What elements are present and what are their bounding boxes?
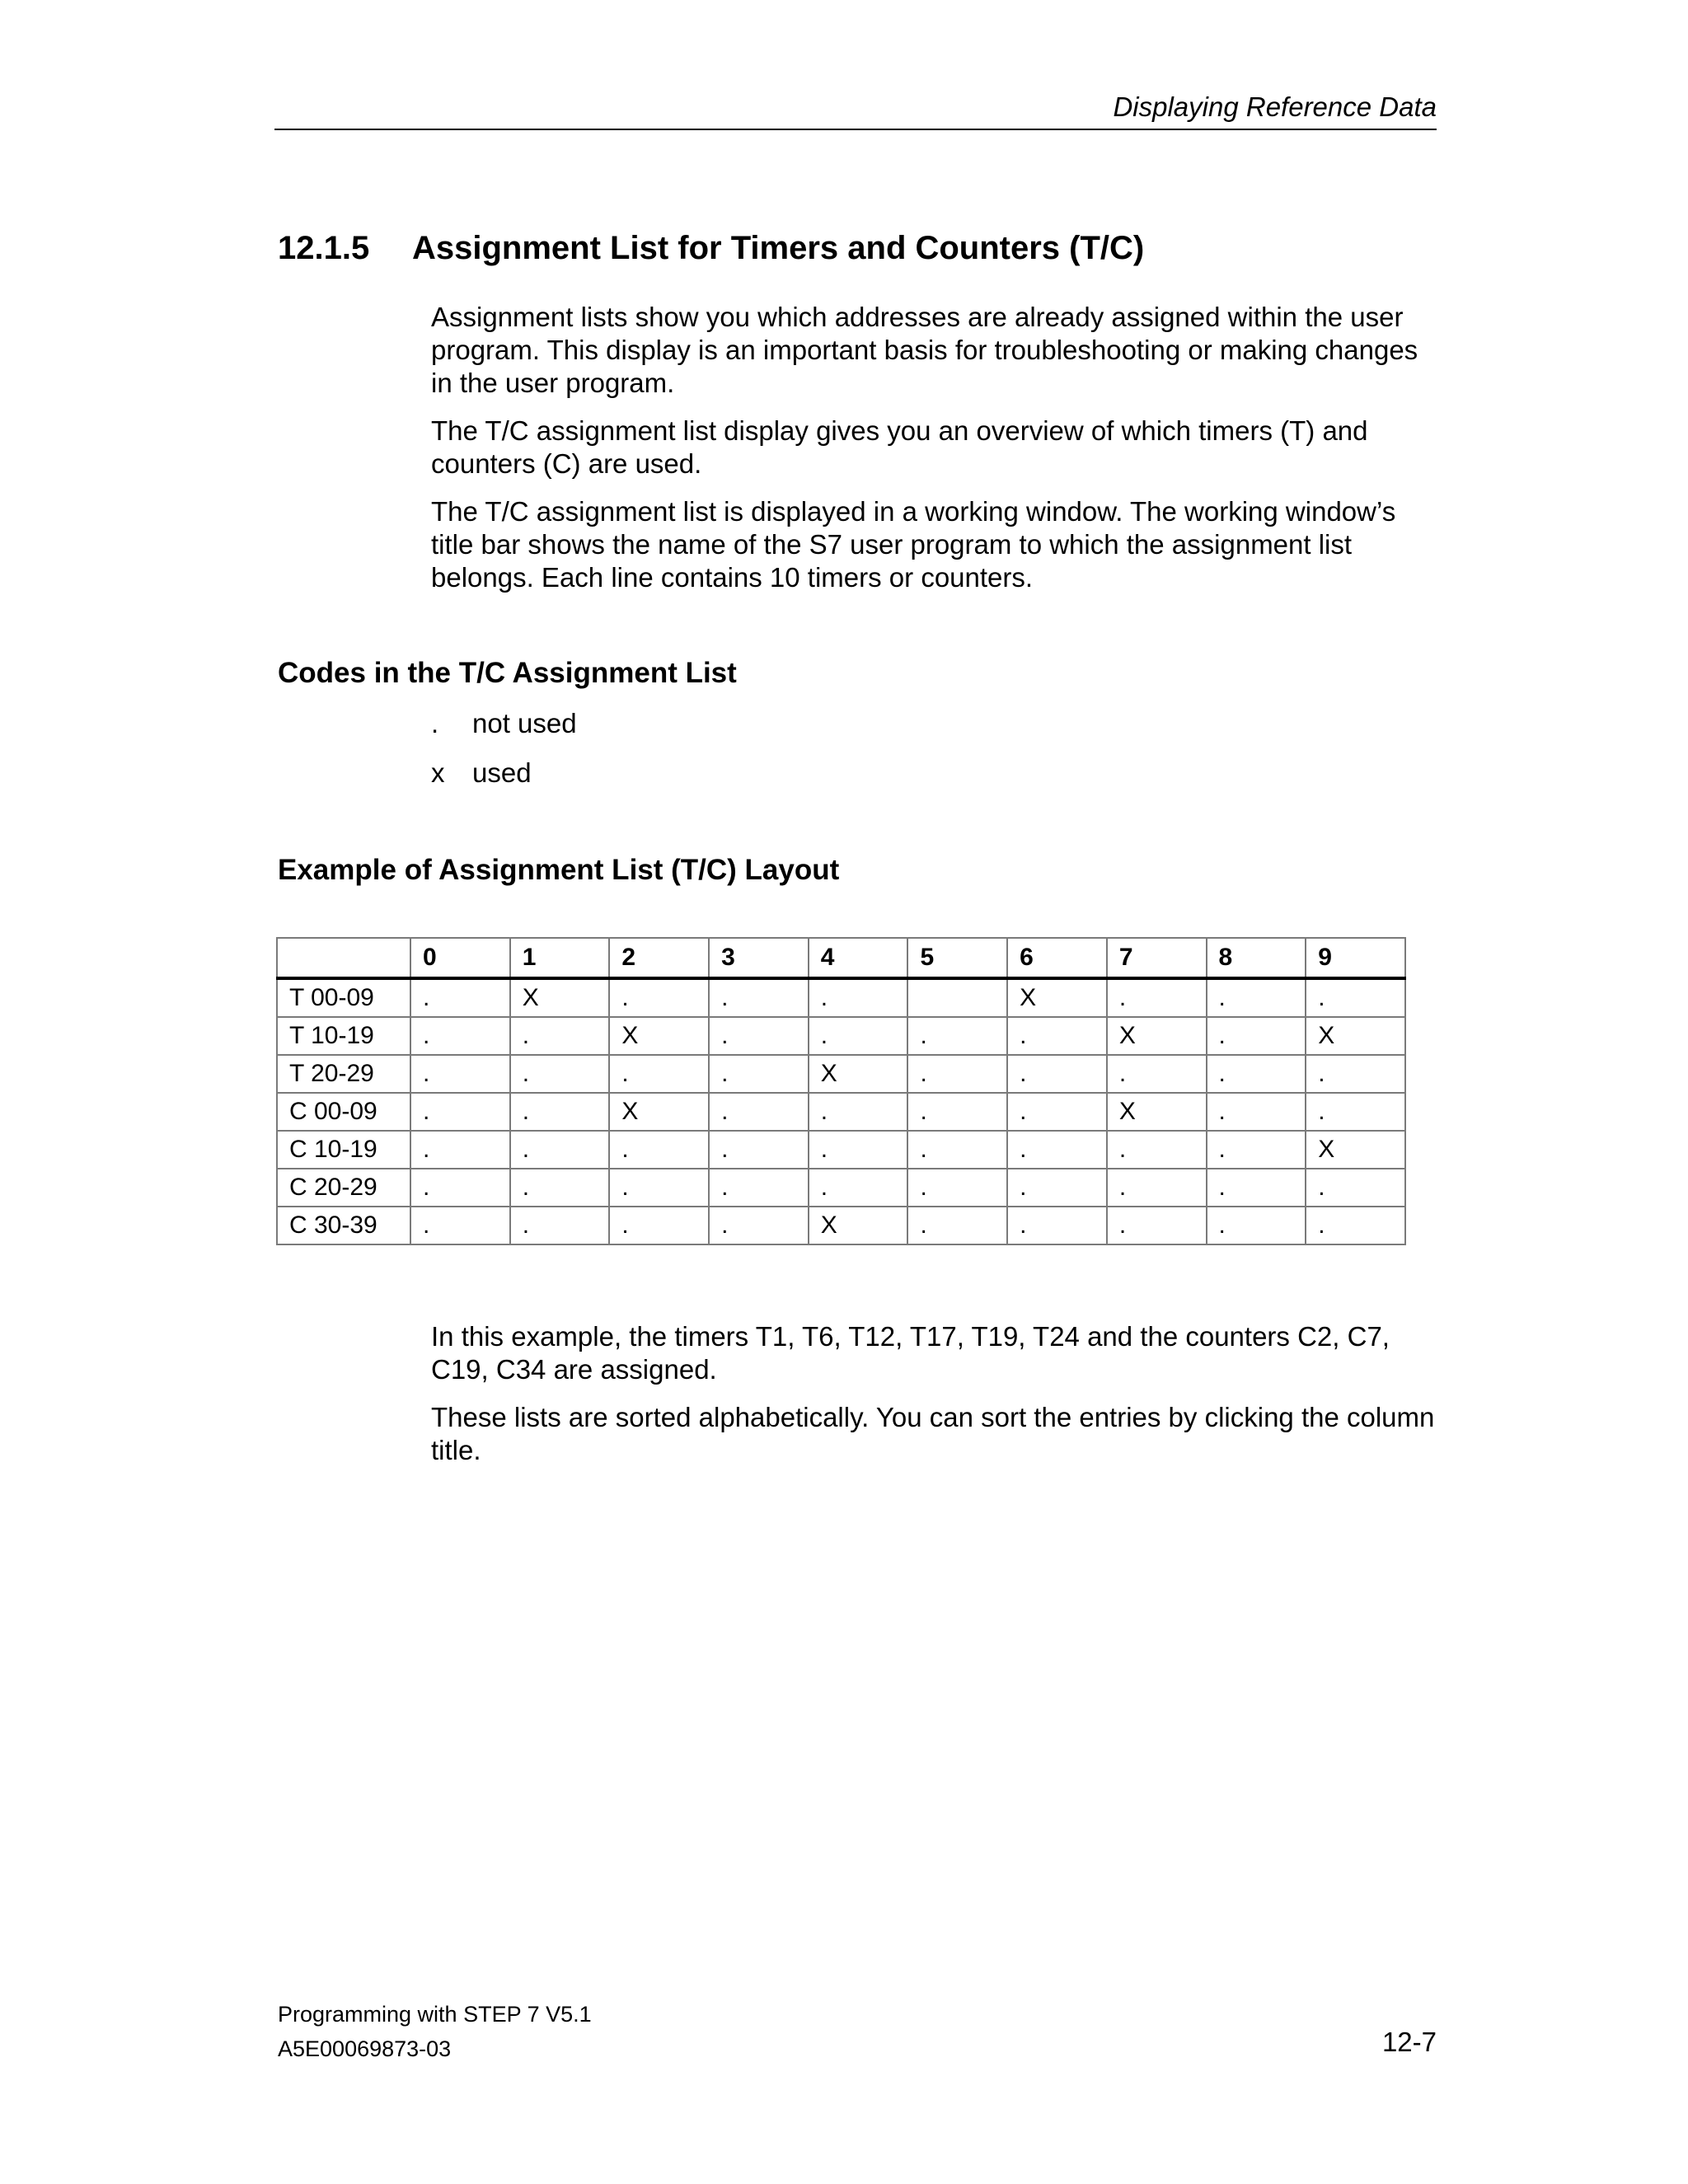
- code-symbol: .: [431, 708, 439, 738]
- assignment-cell: X: [809, 1055, 908, 1093]
- table-row: [277, 1131, 1405, 1169]
- assignment-cell: .: [907, 1093, 1007, 1131]
- closing-text: [431, 1320, 1437, 1482]
- assignment-cell: .: [609, 1207, 709, 1244]
- assignment-cell: .: [809, 1169, 908, 1207]
- assignment-cell: .: [609, 978, 709, 1017]
- assignment-cell: X: [609, 1093, 709, 1131]
- assignment-cell: .: [907, 1055, 1007, 1093]
- table-row: [277, 1207, 1405, 1244]
- footer-left: [278, 1997, 592, 2066]
- column-header[interactable]: 3: [709, 938, 809, 978]
- manual-title: Programming with STEP 7 V5.1: [278, 2002, 592, 2027]
- assignment-cell: .: [1107, 1207, 1207, 1244]
- assignment-cell: X: [510, 978, 610, 1017]
- intro-paragraph: The T/C assignment list display gives you an overview of which timers (T) and counters (C) are used.: [431, 415, 1368, 479]
- assignment-cell: .: [809, 1017, 908, 1055]
- column-header[interactable]: 8: [1207, 938, 1306, 978]
- assignment-cell: .: [809, 978, 908, 1017]
- assignment-cell: .: [1306, 1207, 1405, 1244]
- assignment-cell: .: [1007, 1017, 1107, 1055]
- assignment-cell: .: [1306, 1169, 1405, 1207]
- code-item: [431, 707, 577, 757]
- assignment-cell: .: [1207, 1055, 1306, 1093]
- assignment-cell: .: [510, 1055, 610, 1093]
- assignment-cell: .: [410, 1131, 510, 1169]
- assignment-cell: .: [1306, 1055, 1405, 1093]
- assignment-cell: .: [709, 1017, 809, 1055]
- column-header[interactable]: 9: [1306, 938, 1405, 978]
- assignment-cell: .: [709, 1169, 809, 1207]
- assignment-cell: .: [907, 1169, 1007, 1207]
- assignment-cell: X: [1007, 978, 1107, 1017]
- assignment-cell: .: [510, 1207, 610, 1244]
- assignment-cell: .: [510, 1131, 610, 1169]
- intro-paragraph: Assignment lists show you which addresses are already assigned within the user program. This display is an important basis for troubleshooting or making changes in the user program.: [431, 302, 1418, 398]
- assignment-table: [276, 937, 1406, 1245]
- assignment-cell: .: [709, 1055, 809, 1093]
- codes-heading: Codes in the T/C Assignment List: [278, 657, 737, 689]
- assignment-cell: .: [410, 1169, 510, 1207]
- code-list: [431, 707, 577, 806]
- closing-paragraph: These lists are sorted alphabetically. You can sort the entries by clicking the column title.: [431, 1402, 1435, 1465]
- column-header[interactable]: 2: [609, 938, 709, 978]
- assignment-cell: .: [907, 1017, 1007, 1055]
- assignment-cell: .: [1007, 1093, 1107, 1131]
- assignment-cell: .: [709, 978, 809, 1017]
- assignment-cell: .: [709, 1131, 809, 1169]
- row-label-cell: C 20-29: [277, 1169, 410, 1207]
- assignment-cell: .: [410, 1207, 510, 1244]
- assignment-cell: .: [1007, 1131, 1107, 1169]
- assignment-cell: .: [609, 1055, 709, 1093]
- column-header[interactable]: 6: [1007, 938, 1107, 978]
- assignment-cell: .: [410, 1093, 510, 1131]
- assignment-cell: .: [1007, 1055, 1107, 1093]
- page-number: 12-7: [1381, 2027, 1437, 2057]
- assignment-cell: .: [410, 978, 510, 1017]
- table-row: [277, 1017, 1405, 1055]
- column-header[interactable]: 7: [1107, 938, 1207, 978]
- row-label-cell: C 10-19: [277, 1131, 410, 1169]
- running-header: Displaying Reference Data: [274, 91, 1437, 130]
- assignment-cell: .: [709, 1093, 809, 1131]
- intro-text: [431, 301, 1437, 609]
- assignment-cell: .: [1107, 1055, 1207, 1093]
- assignment-cell: X: [1306, 1131, 1405, 1169]
- assignment-cell: .: [1207, 1131, 1306, 1169]
- assignment-cell: .: [510, 1093, 610, 1131]
- assignment-cell: .: [907, 1131, 1007, 1169]
- closing-paragraph: In this example, the timers T1, T6, T12, T17, T19, T24 and the counters C2, C7, C19, C34 are assigned.: [431, 1321, 1390, 1385]
- assignment-cell: .: [410, 1055, 510, 1093]
- column-header[interactable]: 1: [510, 938, 610, 978]
- assignment-cell: .: [809, 1093, 908, 1131]
- assignment-cell: [907, 978, 1007, 1017]
- table-row: [277, 1169, 1405, 1207]
- column-header[interactable]: [277, 938, 410, 978]
- assignment-cell: X: [809, 1207, 908, 1244]
- section-number: 12.1.5: [278, 230, 370, 266]
- assignment-cell: .: [1207, 978, 1306, 1017]
- column-header[interactable]: 0: [410, 938, 510, 978]
- assignment-cell: .: [609, 1131, 709, 1169]
- assignment-cell: .: [510, 1169, 610, 1207]
- assignment-cell: .: [1007, 1169, 1107, 1207]
- assignment-cell: .: [1306, 1093, 1405, 1131]
- code-meaning: used: [472, 757, 532, 788]
- section-title: Assignment List for Timers and Counters (T/C): [412, 230, 1145, 266]
- section-heading: [278, 227, 1144, 269]
- row-label-cell: C 00-09: [277, 1093, 410, 1131]
- assignment-cell: .: [1007, 1207, 1107, 1244]
- example-heading: Example of Assignment List (T/C) Layout: [278, 854, 840, 886]
- assignment-cell: .: [1207, 1017, 1306, 1055]
- assignment-cell: .: [410, 1017, 510, 1055]
- assignment-cell: .: [709, 1207, 809, 1244]
- assignment-cell: X: [609, 1017, 709, 1055]
- code-meaning: not used: [472, 708, 577, 738]
- code-item: [431, 757, 577, 806]
- assignment-cell: X: [1306, 1017, 1405, 1055]
- table-row: [277, 1055, 1405, 1093]
- table-row: [277, 978, 1405, 1017]
- assignment-cell: .: [609, 1169, 709, 1207]
- row-label-cell: T 10-19: [277, 1017, 410, 1055]
- assignment-cell: X: [1107, 1017, 1207, 1055]
- column-header[interactable]: 5: [907, 938, 1007, 978]
- assignment-cell: .: [1207, 1207, 1306, 1244]
- assignment-cell: X: [1107, 1093, 1207, 1131]
- assignment-cell: .: [1207, 1169, 1306, 1207]
- table-header-row: [277, 938, 1405, 978]
- row-label-cell: T 20-29: [277, 1055, 410, 1093]
- order-number: A5E00069873-03: [278, 2036, 452, 2061]
- assignment-cell: .: [1306, 978, 1405, 1017]
- column-header[interactable]: 4: [809, 938, 908, 978]
- assignment-cell: .: [809, 1131, 908, 1169]
- assignment-cell: .: [1107, 978, 1207, 1017]
- assignment-cell: .: [1207, 1093, 1306, 1131]
- table-row: [277, 1093, 1405, 1131]
- row-label-cell: C 30-39: [277, 1207, 410, 1244]
- assignment-cell: .: [1107, 1169, 1207, 1207]
- code-symbol: x: [431, 757, 445, 788]
- assignment-cell: .: [510, 1017, 610, 1055]
- row-label-cell: T 00-09: [277, 978, 410, 1017]
- assignment-cell: .: [1107, 1131, 1207, 1169]
- intro-paragraph: The T/C assignment list is displayed in a working window. The working window’s title bar shows the name of the S7 user program to which the assignment list belongs. Each line contains 10 timers or counters.: [431, 496, 1396, 593]
- assignment-cell: .: [907, 1207, 1007, 1244]
